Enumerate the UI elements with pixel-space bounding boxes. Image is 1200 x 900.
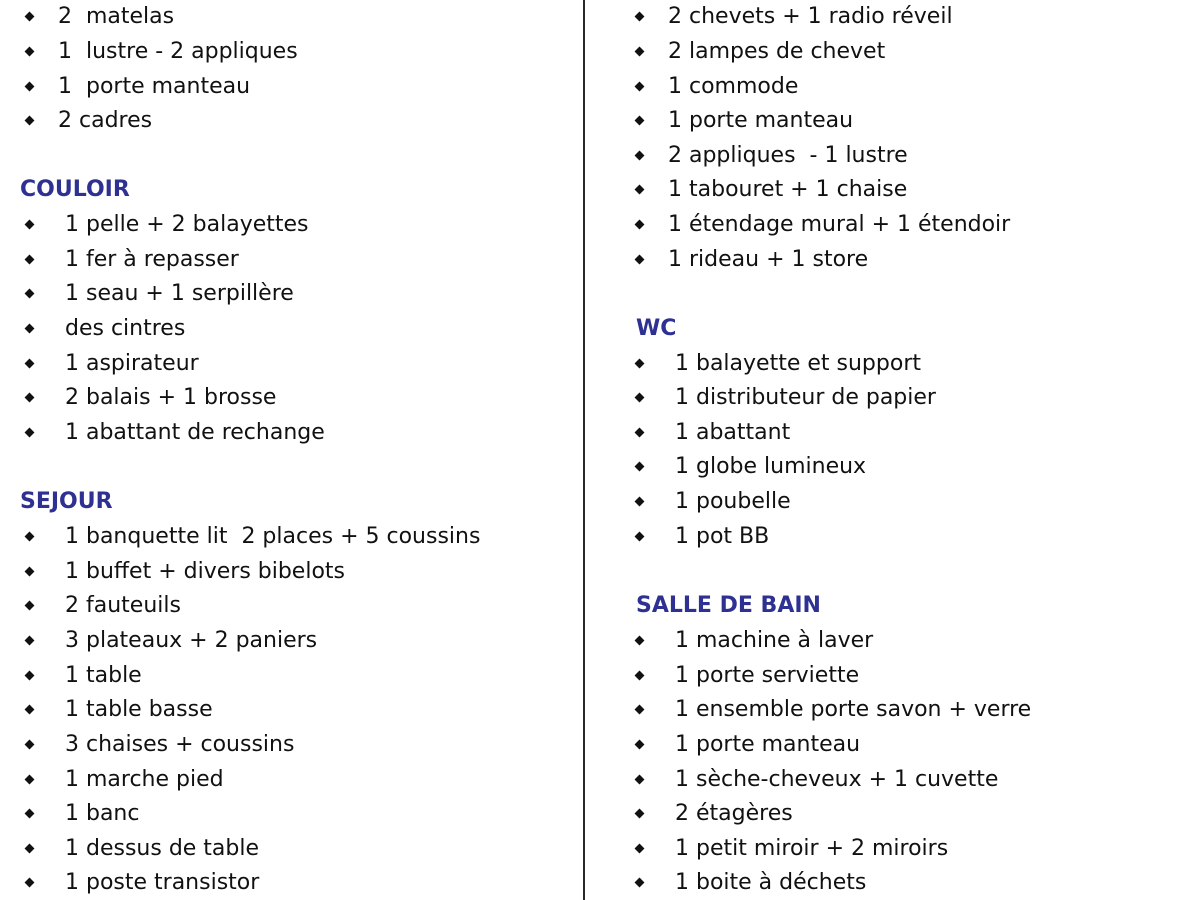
diamond-bullet-icon [635,809,645,819]
diamond-bullet-icon [25,809,35,819]
diamond-bullet-icon [635,359,645,369]
diamond-bullet-icon [635,532,645,542]
diamond-bullet-icon [635,775,645,785]
diamond-bullet-icon [635,82,645,92]
diamond-bullet-icon [25,359,35,369]
diamond-bullet-icon [635,393,645,403]
diamond-bullet-icon [25,82,35,92]
diamond-bullet-icon [635,497,645,507]
diamond-bullet-icon [25,775,35,785]
diamond-bullet-icon [635,220,645,230]
section-heading-sejour: SEJOUR [20,489,113,514]
diamond-bullet-icon [635,12,645,22]
diamond-bullet-icon [25,12,35,22]
section-heading-wc: WC [636,316,677,341]
diamond-bullet-icon [635,740,645,750]
diamond-bullet-icon [635,878,645,888]
diamond-bullet-icon [25,532,35,542]
diamond-bullet-icon [635,47,645,57]
diamond-bullet-icon [25,324,35,334]
diamond-bullet-icon [635,116,645,126]
diamond-bullet-icon [25,220,35,230]
diamond-bullet-icon [635,255,645,265]
diamond-bullet-icon [25,393,35,403]
diamond-bullet-icon [635,705,645,715]
diamond-bullet-icon [635,462,645,472]
diamond-bullet-icon [25,255,35,265]
diamond-bullet-icon [635,671,645,681]
diamond-bullet-icon [25,428,35,438]
diamond-bullet-icon [25,289,35,299]
diamond-bullet-icon [635,636,645,646]
diamond-bullet-icon [25,567,35,577]
column-divider [583,0,585,900]
diamond-bullet-icon [25,740,35,750]
diamond-bullet-icon [635,428,645,438]
section-heading-couloir: COULOIR [20,177,130,202]
diamond-bullet-icon [635,151,645,161]
diamond-bullet-icon [25,601,35,611]
inventory-page: 2 matelas 1 lustre - 2 appliques 1 porte manteau 2 cadres COULOIR 1 pelle + 2 balayettes 1 fer à repasser 1 seau + 1 serpillère des cintres 1 aspirateur 2 balais + 1 brosse 1 abattant de rechange SEJOUR 1 banquette lit 2 places + 5 coussins 1 buffet + divers bibelots 2 fauteuils 3 plateaux + 2 paniers 1 table 1 table basse 3 chaises + coussins 1 marche pied 1 banc 1 dessus de table 1 poste transistor 2 chevets + 1 radio réveil 2 lampes de chevet 1 commode 1 porte manteau 2 appliques - 1 lustre 1 tabouret + 1 chaise 1 étendage mural + 1 étendoir 1 rideau + 1 store WC 1 balayette et support 1 distributeur de papier 1 abattant 1 globe lumineux 1 poubelle 1 pot BB SALLE DE BAIN 1 machine à laver 1 porte serviette 1 ensemble porte savon + verre 1 porte manteau 1 sèche-cheveux + 1 cuvette 2 étagères 1 petit miroir + 2 miroirs 1 boite à déchets [0,0,1200,900]
diamond-bullet-icon [25,844,35,854]
diamond-bullet-icon [25,705,35,715]
diamond-bullet-icon [25,878,35,888]
diamond-bullet-icon [635,844,645,854]
diamond-bullet-icon [25,116,35,126]
diamond-bullet-icon [25,47,35,57]
diamond-bullet-icon [25,636,35,646]
section-heading-salle-de-bain: SALLE DE BAIN [636,593,821,618]
diamond-bullet-icon [635,185,645,195]
diamond-bullet-icon [25,671,35,681]
